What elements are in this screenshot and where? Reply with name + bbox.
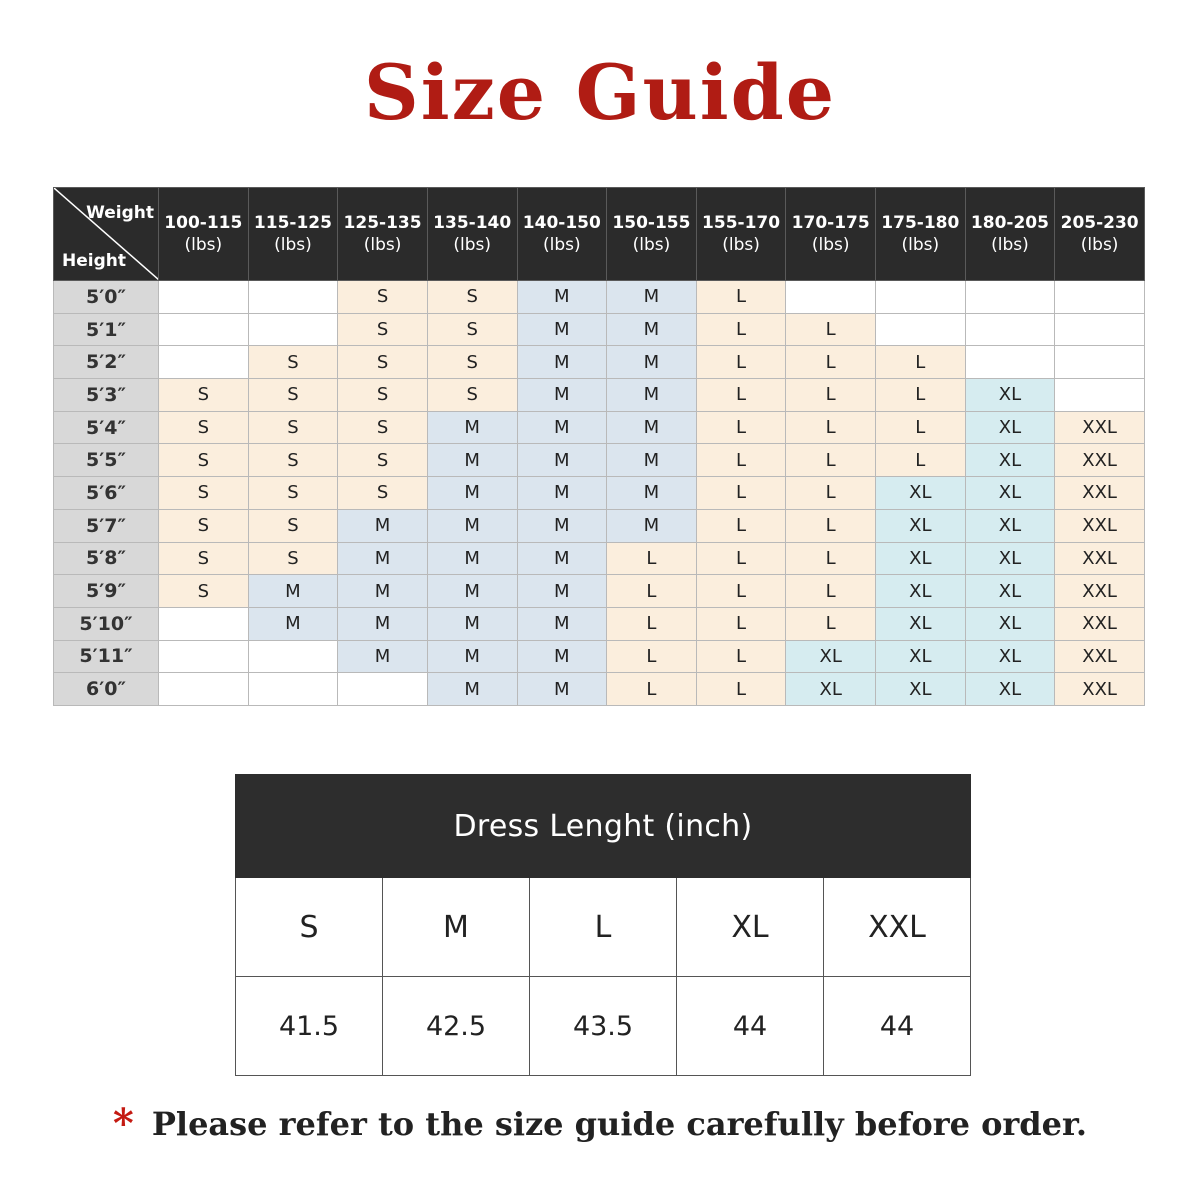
size-cell: XL (965, 411, 1055, 444)
size-cell: XL (876, 575, 966, 608)
size-cell: L (786, 477, 876, 510)
height-cell: 5′10″ (54, 607, 159, 640)
length-value-cell: 43.5 (530, 977, 677, 1076)
size-cell: XL (786, 673, 876, 706)
height-axis-label: Height (62, 251, 126, 271)
chart-row (54, 346, 1145, 379)
weight-unit-label: (lbs) (184, 235, 223, 255)
weight-unit-label: (lbs) (901, 235, 940, 255)
height-cell: 5′11″ (54, 640, 159, 673)
size-cell: XL (876, 607, 966, 640)
size-cell: S (248, 411, 338, 444)
size-cell: S (338, 313, 428, 346)
size-cell: S (159, 444, 249, 477)
size-cell: S (427, 281, 517, 314)
size-cell: M (607, 313, 697, 346)
size-cell: XL (876, 673, 966, 706)
length-size-cell: L (530, 878, 677, 977)
size-cell: L (607, 542, 697, 575)
size-cell: M (607, 411, 697, 444)
size-cell: L (607, 575, 697, 608)
footer-note-text: Please refer to the size guide carefully before order. (151, 1105, 1088, 1143)
size-cell: XL (965, 477, 1055, 510)
size-cell: L (786, 411, 876, 444)
length-size-cell: M (383, 878, 530, 977)
height-cell: 5′7″ (54, 509, 159, 542)
weight-header-cell (248, 188, 338, 281)
size-cell: M (517, 640, 607, 673)
size-cell: L (786, 313, 876, 346)
chart-row (54, 379, 1145, 412)
size-cell: M (517, 444, 607, 477)
size-cell: S (427, 313, 517, 346)
size-cell: XL (876, 542, 966, 575)
length-value-cell: 41.5 (236, 977, 383, 1076)
weight-header-cell (427, 188, 517, 281)
height-cell: 5′3″ (54, 379, 159, 412)
page-title: Size Guide (363, 48, 837, 137)
size-cell: L (607, 640, 697, 673)
weight-axis-label: Weight (86, 203, 154, 223)
size-cell: M (517, 313, 607, 346)
chart-row (54, 411, 1145, 444)
size-cell: XXL (1055, 673, 1145, 706)
size-cell: XL (965, 640, 1055, 673)
length-size-cell: S (236, 878, 383, 977)
size-cell: M (427, 673, 517, 706)
size-cell (248, 640, 338, 673)
size-cell: M (338, 509, 428, 542)
size-cell: M (427, 444, 517, 477)
size-cell: S (248, 346, 338, 379)
size-cell: S (159, 509, 249, 542)
size-cell (1055, 281, 1145, 314)
weight-range-label: 100-115 (164, 213, 243, 233)
size-cell: M (517, 607, 607, 640)
chart-row (54, 509, 1145, 542)
size-cell: XL (965, 444, 1055, 477)
size-cell: L (786, 509, 876, 542)
weight-header-cell (965, 188, 1055, 281)
size-cell: L (696, 346, 786, 379)
size-cell (965, 281, 1055, 314)
size-cell: M (607, 477, 697, 510)
size-cell: M (427, 411, 517, 444)
weight-range-label: 140-150 (522, 213, 601, 233)
size-cell: L (876, 346, 966, 379)
size-cell (965, 313, 1055, 346)
size-cell: M (607, 346, 697, 379)
size-cell (786, 281, 876, 314)
size-cell: XL (965, 673, 1055, 706)
length-value-cell: 44 (824, 977, 971, 1076)
weight-unit-label: (lbs) (722, 235, 760, 255)
size-cell: L (786, 575, 876, 608)
size-cell (159, 313, 249, 346)
size-cell: XL (965, 542, 1055, 575)
weight-range-label: 125-135 (343, 213, 422, 233)
size-cell: M (427, 509, 517, 542)
size-cell: L (696, 575, 786, 608)
height-cell: 5′1″ (54, 313, 159, 346)
size-cell: XL (876, 640, 966, 673)
weight-unit-label: (lbs) (811, 235, 850, 255)
size-cell: S (338, 444, 428, 477)
size-cell (876, 281, 966, 314)
size-cell: M (427, 542, 517, 575)
size-cell: L (786, 444, 876, 477)
length-value-cell: 42.5 (383, 977, 530, 1076)
size-cell: M (517, 281, 607, 314)
size-cell (338, 673, 428, 706)
weight-header-cell (517, 188, 607, 281)
height-cell: 5′5″ (54, 444, 159, 477)
weight-range-label: 115-125 (253, 213, 332, 233)
size-cell: S (248, 477, 338, 510)
size-cell: XL (876, 509, 966, 542)
size-cell: M (607, 379, 697, 412)
size-cell: L (876, 444, 966, 477)
size-cell: M (517, 673, 607, 706)
size-cell: S (338, 411, 428, 444)
size-cell: L (876, 411, 966, 444)
size-cell: S (159, 477, 249, 510)
size-cell: M (427, 607, 517, 640)
size-cell (1055, 379, 1145, 412)
size-cell: M (248, 607, 338, 640)
length-size-row (236, 878, 971, 977)
size-cell: L (696, 640, 786, 673)
size-cell: S (338, 379, 428, 412)
length-size-cell: XL (677, 878, 824, 977)
size-cell: S (338, 477, 428, 510)
footer-note (0, 1100, 1200, 1147)
weight-header-cell (696, 188, 786, 281)
chart-row (54, 673, 1145, 706)
size-cell: M (517, 379, 607, 412)
size-cell: L (696, 542, 786, 575)
height-cell: 6′0″ (54, 673, 159, 706)
size-cell: S (248, 542, 338, 575)
weight-range-label: 180-205 (970, 213, 1049, 233)
length-value-row (236, 977, 971, 1076)
size-cell: S (248, 444, 338, 477)
size-chart (53, 187, 1145, 706)
size-cell: S (159, 542, 249, 575)
chart-row (54, 444, 1145, 477)
size-cell: XXL (1055, 542, 1145, 575)
size-cell: L (786, 607, 876, 640)
weight-header-cell (159, 188, 249, 281)
size-cell: M (338, 575, 428, 608)
size-cell: M (338, 542, 428, 575)
size-cell: S (427, 379, 517, 412)
size-cell: M (517, 346, 607, 379)
chart-row (54, 542, 1145, 575)
size-cell: XXL (1055, 477, 1145, 510)
size-cell (159, 346, 249, 379)
weight-header-cell (786, 188, 876, 281)
height-cell: 5′9″ (54, 575, 159, 608)
size-cell (159, 640, 249, 673)
size-cell (1055, 313, 1145, 346)
asterisk-icon: * (112, 1100, 134, 1147)
weight-unit-label: (lbs) (363, 235, 402, 255)
size-cell: L (696, 477, 786, 510)
size-cell: M (517, 542, 607, 575)
size-cell (1055, 346, 1145, 379)
size-cell (248, 281, 338, 314)
chart-header-row (54, 188, 1145, 281)
size-cell: L (876, 379, 966, 412)
weight-range-label: 135-140 (433, 213, 512, 233)
size-cell: L (607, 673, 697, 706)
size-cell: M (248, 575, 338, 608)
weight-range-label: 170-175 (791, 213, 870, 233)
chart-row (54, 313, 1145, 346)
size-cell: L (696, 411, 786, 444)
size-cell: M (517, 477, 607, 510)
chart-row (54, 477, 1145, 510)
size-cell: XXL (1055, 509, 1145, 542)
chart-row (54, 607, 1145, 640)
weight-unit-label: (lbs) (542, 235, 581, 255)
size-cell: S (338, 281, 428, 314)
weight-unit-label: (lbs) (991, 235, 1029, 255)
size-cell: L (786, 379, 876, 412)
chart-row (54, 575, 1145, 608)
chart-row (54, 640, 1145, 673)
weight-range-label: 155-170 (702, 213, 781, 233)
size-cell: L (786, 542, 876, 575)
height-cell: 5′8″ (54, 542, 159, 575)
size-cell: XL (965, 509, 1055, 542)
size-cell: M (338, 640, 428, 673)
dress-length-caption: Dress Lenght (inch) (236, 775, 971, 878)
size-cell: XL (965, 379, 1055, 412)
size-cell: L (696, 379, 786, 412)
weight-header-cell (338, 188, 428, 281)
chart-body (54, 281, 1145, 706)
height-cell: 5′4″ (54, 411, 159, 444)
size-cell: M (517, 575, 607, 608)
size-cell: L (696, 313, 786, 346)
size-cell: S (427, 346, 517, 379)
size-cell: L (696, 281, 786, 314)
weight-header-cell (1055, 188, 1145, 281)
size-cell: S (338, 346, 428, 379)
size-cell: XXL (1055, 640, 1145, 673)
size-cell: L (607, 607, 697, 640)
size-cell: S (159, 411, 249, 444)
size-cell: M (427, 575, 517, 608)
dress-length-table (235, 774, 971, 1076)
weight-range-label: 175-180 (881, 213, 960, 233)
weight-header-cell (607, 188, 697, 281)
size-cell: L (696, 607, 786, 640)
height-cell: 5′2″ (54, 346, 159, 379)
length-value-cell: 44 (677, 977, 824, 1076)
size-cell: L (696, 509, 786, 542)
size-cell: M (607, 509, 697, 542)
size-cell: M (607, 281, 697, 314)
size-cell: XL (786, 640, 876, 673)
size-cell: S (159, 575, 249, 608)
size-cell: M (607, 444, 697, 477)
size-cell: S (248, 379, 338, 412)
size-cell: L (786, 346, 876, 379)
height-cell: 5′6″ (54, 477, 159, 510)
size-cell: M (427, 477, 517, 510)
size-cell: M (427, 640, 517, 673)
size-cell (965, 346, 1055, 379)
size-cell: XL (876, 477, 966, 510)
size-cell: M (338, 607, 428, 640)
size-cell (248, 673, 338, 706)
size-cell: XXL (1055, 444, 1145, 477)
size-cell (876, 313, 966, 346)
chart-row (54, 281, 1145, 314)
chart-corner-cell (54, 188, 159, 281)
weight-header-cell (876, 188, 966, 281)
size-cell (159, 673, 249, 706)
weight-unit-label: (lbs) (1080, 235, 1119, 255)
height-cell: 5′0″ (54, 281, 159, 314)
weight-unit-label: (lbs) (632, 235, 671, 255)
size-cell (248, 313, 338, 346)
weight-unit-label: (lbs) (274, 235, 312, 255)
size-cell: XXL (1055, 575, 1145, 608)
size-cell: S (159, 379, 249, 412)
size-cell: XXL (1055, 411, 1145, 444)
size-cell: XL (965, 575, 1055, 608)
weight-unit-label: (lbs) (453, 235, 491, 255)
size-cell: S (248, 509, 338, 542)
size-cell: XL (965, 607, 1055, 640)
size-cell (159, 281, 249, 314)
weight-range-label: 150-155 (612, 213, 691, 233)
size-cell: XXL (1055, 607, 1145, 640)
size-cell (159, 607, 249, 640)
size-cell: L (696, 444, 786, 477)
weight-range-label: 205-230 (1060, 213, 1139, 233)
size-cell: L (696, 673, 786, 706)
size-cell: M (517, 411, 607, 444)
size-cell: M (517, 509, 607, 542)
length-size-cell: XXL (824, 878, 971, 977)
